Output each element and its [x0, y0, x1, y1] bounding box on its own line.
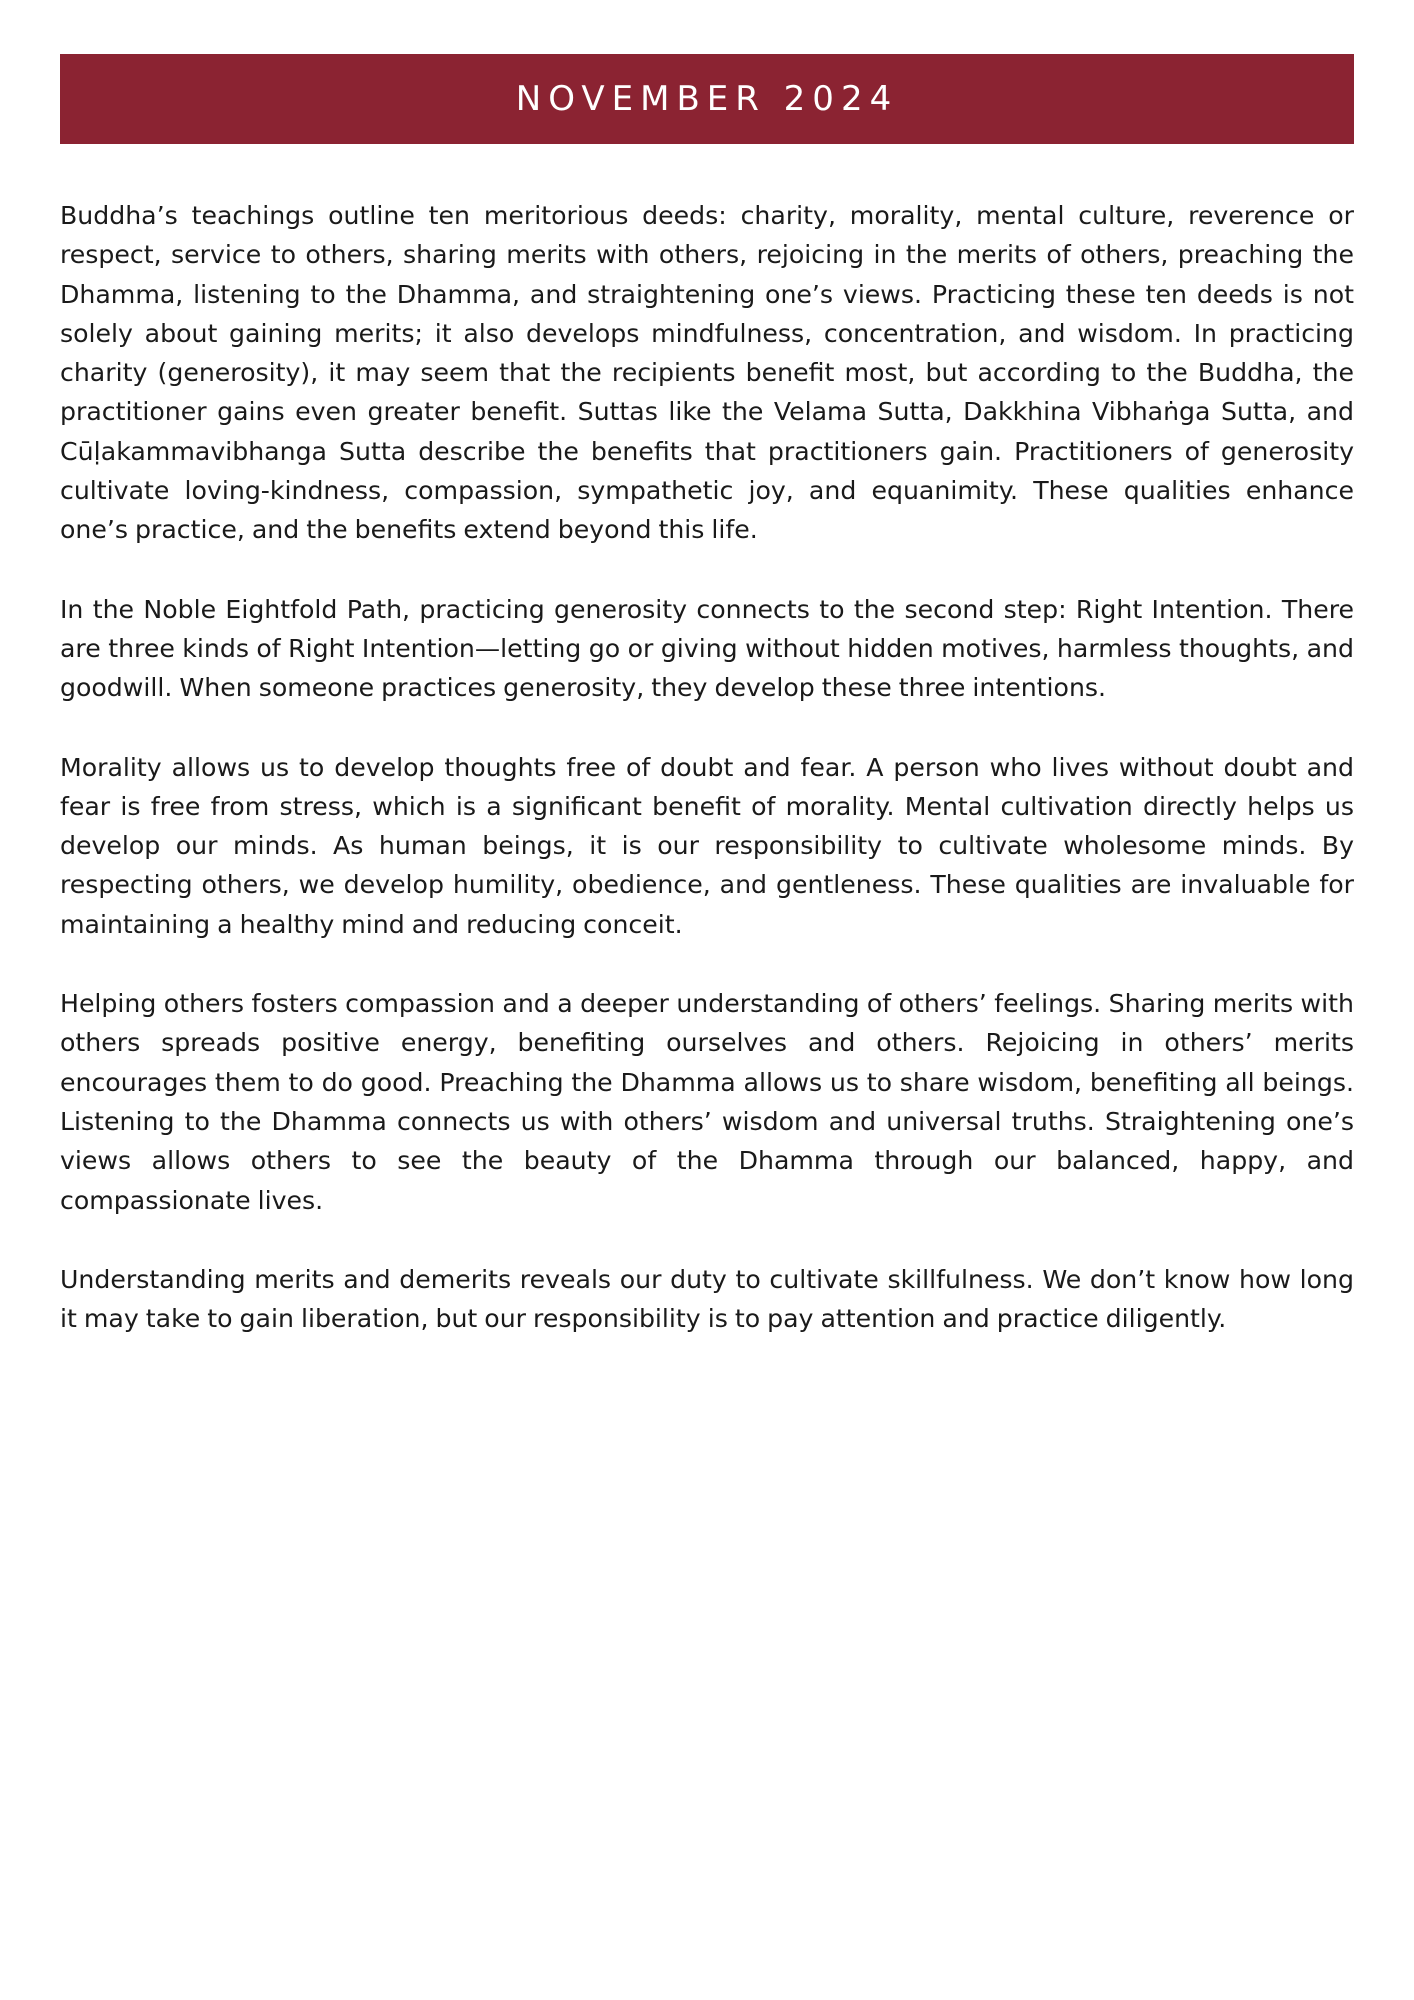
paragraph-morality: Morality allows us to develop thoughts free of doubt and fear. A person who lives without doubt and fear is free from stress, which is a significant benefit of morality. Mental cultivation directly helps us develop our minds. As human beings, it is our responsibility to cultivate wholesome minds. By respecting others, we develop humility, obedience, and gentleness. These qualities are invaluable for maintaining a healthy mind and reducing conceit. — [60, 752, 1354, 939]
paragraph-understanding-merits: Understanding merits and demerits reveals our duty to cultivate skillfulness. We don’t know how long it may take to gain liberation, but our responsibility is to pay attention and practice diligently. — [60, 1264, 1354, 1334]
paragraph-ten-meritorious-deeds: Buddha’s teachings outline ten meritorious deeds: charity, morality, mental culture, reverence or respect, service to others, sharing merits with others, rejoicing in the merits of others, preaching the Dhamma, listening to the Dhamma, and straightening one’s views. Practicing these ten deeds is not solely about gaining merits; it also develops mindfulness, concentration, and wisdom. In practicing charity (generosity), it may seem that the recipients benefit most, but according to the Buddha, the practitioner gains even greater benefit. Suttas like the Velama Sutta, Dakkhina Vibhaṅga Sutta, and Cūḷakammavibhanga Sutta describe the benefits that practitioners gain. Practitioners of generosity cultivate loving-kindness, compassion, sympathetic joy, and equanimity. These qualities enhance one’s practice, and the benefits extend beyond this life. — [60, 201, 1354, 545]
paragraph-helping-others: Helping others fosters compassion and a deeper understanding of others’ feelings. Sharing merits with others spreads positive energy, benefiting ourselves and others. Rejoicing in others’ merits encourages them to do good. Preaching the Dhamma allows us to share wisdom, benefiting all beings. Listening to the Dhamma connects us with others’ wisdom and universal truths. Straightening one’s views allows others to see the beauty of the Dhamma through our balanced, happy, and compassionate lives. — [60, 989, 1354, 1215]
header-banner — [60, 54, 1354, 144]
article-body — [60, 196, 1354, 1378]
paragraph-right-intention: In the Noble Eightfold Path, practicing generosity connects to the second step: Right Intention. There are three kinds of Right Intention—letting go or giving without hidden motives, harmless thoughts, and goodwill. When someone practices generosity, they develop these three intentions. — [60, 594, 1354, 703]
page-title: NOVEMBER 2024 — [515, 79, 899, 119]
